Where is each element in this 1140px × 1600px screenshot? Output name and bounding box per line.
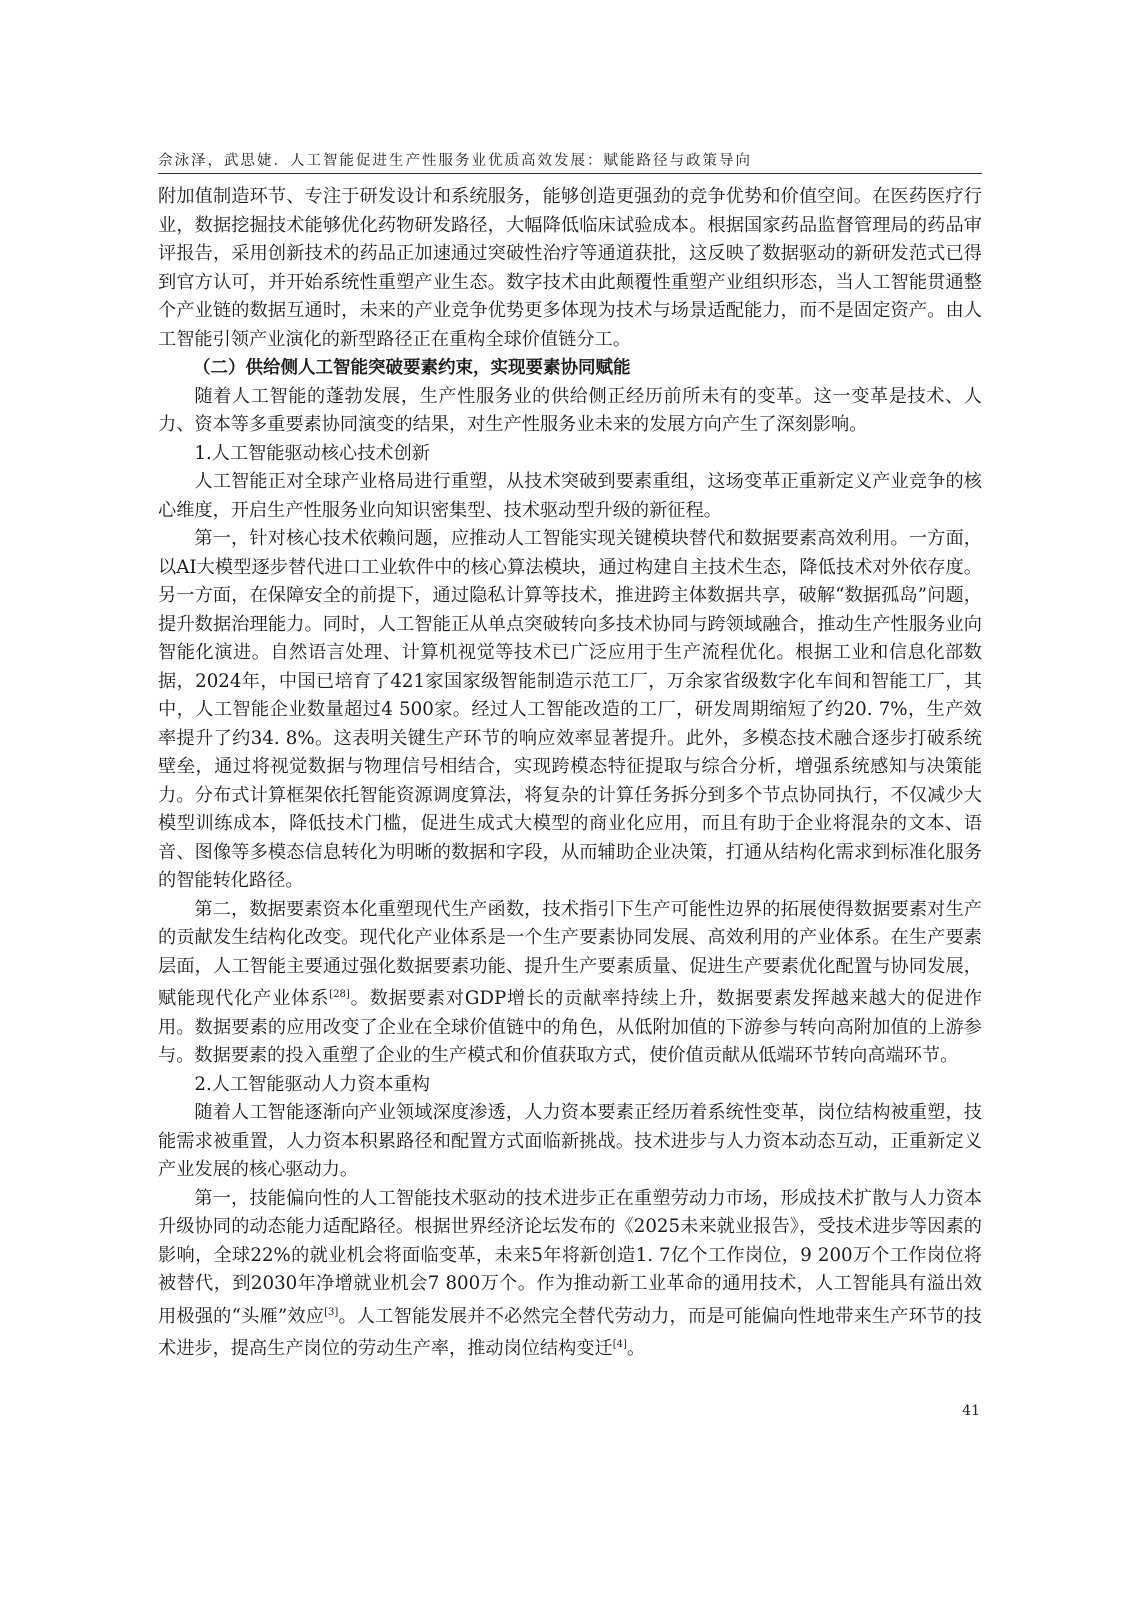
paragraph [158, 1185, 982, 1364]
paragraph: 人工智能正对全球产业格局进行重塑，从技术突破到要素重组，这场变革正重新定义产业竞争的核心维度，开启生产性服务业向知识密集型、技术驱动型升级的新征程。 [158, 471, 982, 521]
citation-3[interactable]: [3] [324, 1306, 339, 1318]
paragraph [158, 896, 982, 1071]
header-rule [158, 173, 982, 174]
page-number: 41 [962, 1403, 980, 1419]
paragraph: 第一，针对核心技术依赖问题，应推动人工智能实现关键模块替代和数据要素高效利用。一方面，以AI大模型逐步替代进口工业软件中的核心算法模块，通过构建自主技术生态，降低技术对外依存度。另一方面，在保障安全的前提下，通过隐私计算等技术，推进跨主体数据共享，破解“数据孤岛”问题，提升数据治理能力。同时，人工智能正从单点突破转向多技术协同与跨领域融合，推动生产性服务业向智能化演进。自然语言处理、计算机视觉等技术已广泛应用于生产流程优化。根据工业和信息化部数据，2024年，中国已培育了421家国家级智能制造示范工厂，万余家省级数字化车间和智能工厂，其中，人工智能企业数量超过4 500家。经过人工智能改造的工厂，研发周期缩短了约20. 7%，生产效率提升了约34. 8%。这表明关键生产环节的响应效率显著提升。此外，多模态技术融合逐步打破系统壁垒，通过将视觉数据与物理信号相结合，实现跨模态特征提取与综合分析，增强系统感知与决策能力。分布式计算框架依托智能资源调度算法，将复杂的计算任务拆分到多个节点协同执行，不仅减少大模型训练成本，降低技术门槛，促进生成式大模型的商业化应用，而且有助于企业将混杂的文本、语音、图像等多模态信息转化为明晰的数据和字段，从而辅助企业决策，打通从结构化需求到标准化服务的智能转化路径。 [158, 528, 982, 891]
paragraph-text: 第二，数据要素资本化重塑现代生产函数，技术指引下生产可能性边界的拓展使得数据要素对生产的贡献发生结构化改变。现代化产业体系是一个生产要素协同发展、高效利用的产业体系。在生产要素层面，人工智能主要通过强化数据要素功能、提升生产要素质量、促进生产要素优化配置与协同发展，赋能现代化产业体系 [158, 898, 982, 1010]
citation-28[interactable]: [28] [329, 989, 350, 1000]
paragraph-text: 。 [626, 1338, 646, 1360]
paragraph-text: 第一，技能偏向性的人工智能技术驱动的技术进步正在重塑劳动力市场，形成技术扩散与人力资本升级协同的动态能力适配路径。根据世界经济论坛发布的《2025未来就业报告》，受技术进步等因素的影响，全球22%的就业机会将面临变革，未来5年将新创造1. 7亿个工作岗位，9 200万个工作岗位将被替代，到2030年净增就业机会7 800万个。作为推动新工业革命的通用技术，人工智能具有溢出效用极强的“头雁”效应 [158, 1187, 982, 1327]
paragraph: 随着人工智能逐渐向产业领域深度渗透，人力资本要素正经历着系统性变革，岗位结构被重塑，技能需求被重置，人力资本积累路径和配置方式面临新挑战。技术进步与人力资本动态互动，正重新定义产业发展的核心驱动力。 [158, 1102, 982, 1181]
subsection-heading: 2.人工智能驱动人力资本重构 [194, 1073, 430, 1095]
paragraph-text: 。数据要素对GDP增长的贡献率持续上升，数据要素发挥越来越大的促进作用。数据要素的应用改变了企业在全球价值链中的角色，从低附加值的下游参与转向高附加值的上游参与。数据要素的投入重塑了企业的生产模式和价值获取方式，使价值贡献从低端环节转向高端环节。 [158, 988, 982, 1067]
subsection-heading: 1.人工智能驱动核心技术创新 [194, 442, 430, 464]
section-heading: （二）供给侧人工智能突破要素约束，实现要素协同赋能 [193, 358, 631, 378]
paragraph-continued: 附加值制造环节、专注于研发设计和系统服务，能够创造更强劲的竞争优势和价值空间。在医药医疗行业，数据挖掘技术能够优化药物研发路径，大幅降低临床试验成本。根据国家药品监督管理局的药品审评报告，采用创新技术的药品正加速通过突破性治疗等通道获批，这反映了数据驱动的新研发范式已得到官方认可，并开始系统性重塑产业生态。数字技术由此颠覆性重塑产业组织形态，当人工智能贯通整个产业链的数据互通时，未来的产业竞争优势更多体现为技术与场景适配能力，而不是固定资产。由人工智能引领产业演化的新型路径正在重构全球价值链分工。 [158, 186, 982, 350]
citation-4[interactable]: [4] [612, 1339, 627, 1351]
paragraph: 随着人工智能的蓬勃发展，生产性服务业的供给侧正经历前所未有的变革。这一变革是技术、人力、资本等多重要素协同演变的结果，对生产性服务业未来的发展方向产生了深刻影响。 [158, 385, 982, 435]
paragraph-text: 。人工智能发展并不必然完全替代劳动力，而是可能偏向性地带来生产环节的技术进步，提高生产岗位的劳动生产率，推动岗位结构变迁 [158, 1305, 982, 1360]
running-head: 佘泳泽，武思婕．人工智能促进生产性服务业优质高效发展：赋能路径与政策导向 [158, 153, 752, 169]
article-body [158, 183, 982, 1364]
